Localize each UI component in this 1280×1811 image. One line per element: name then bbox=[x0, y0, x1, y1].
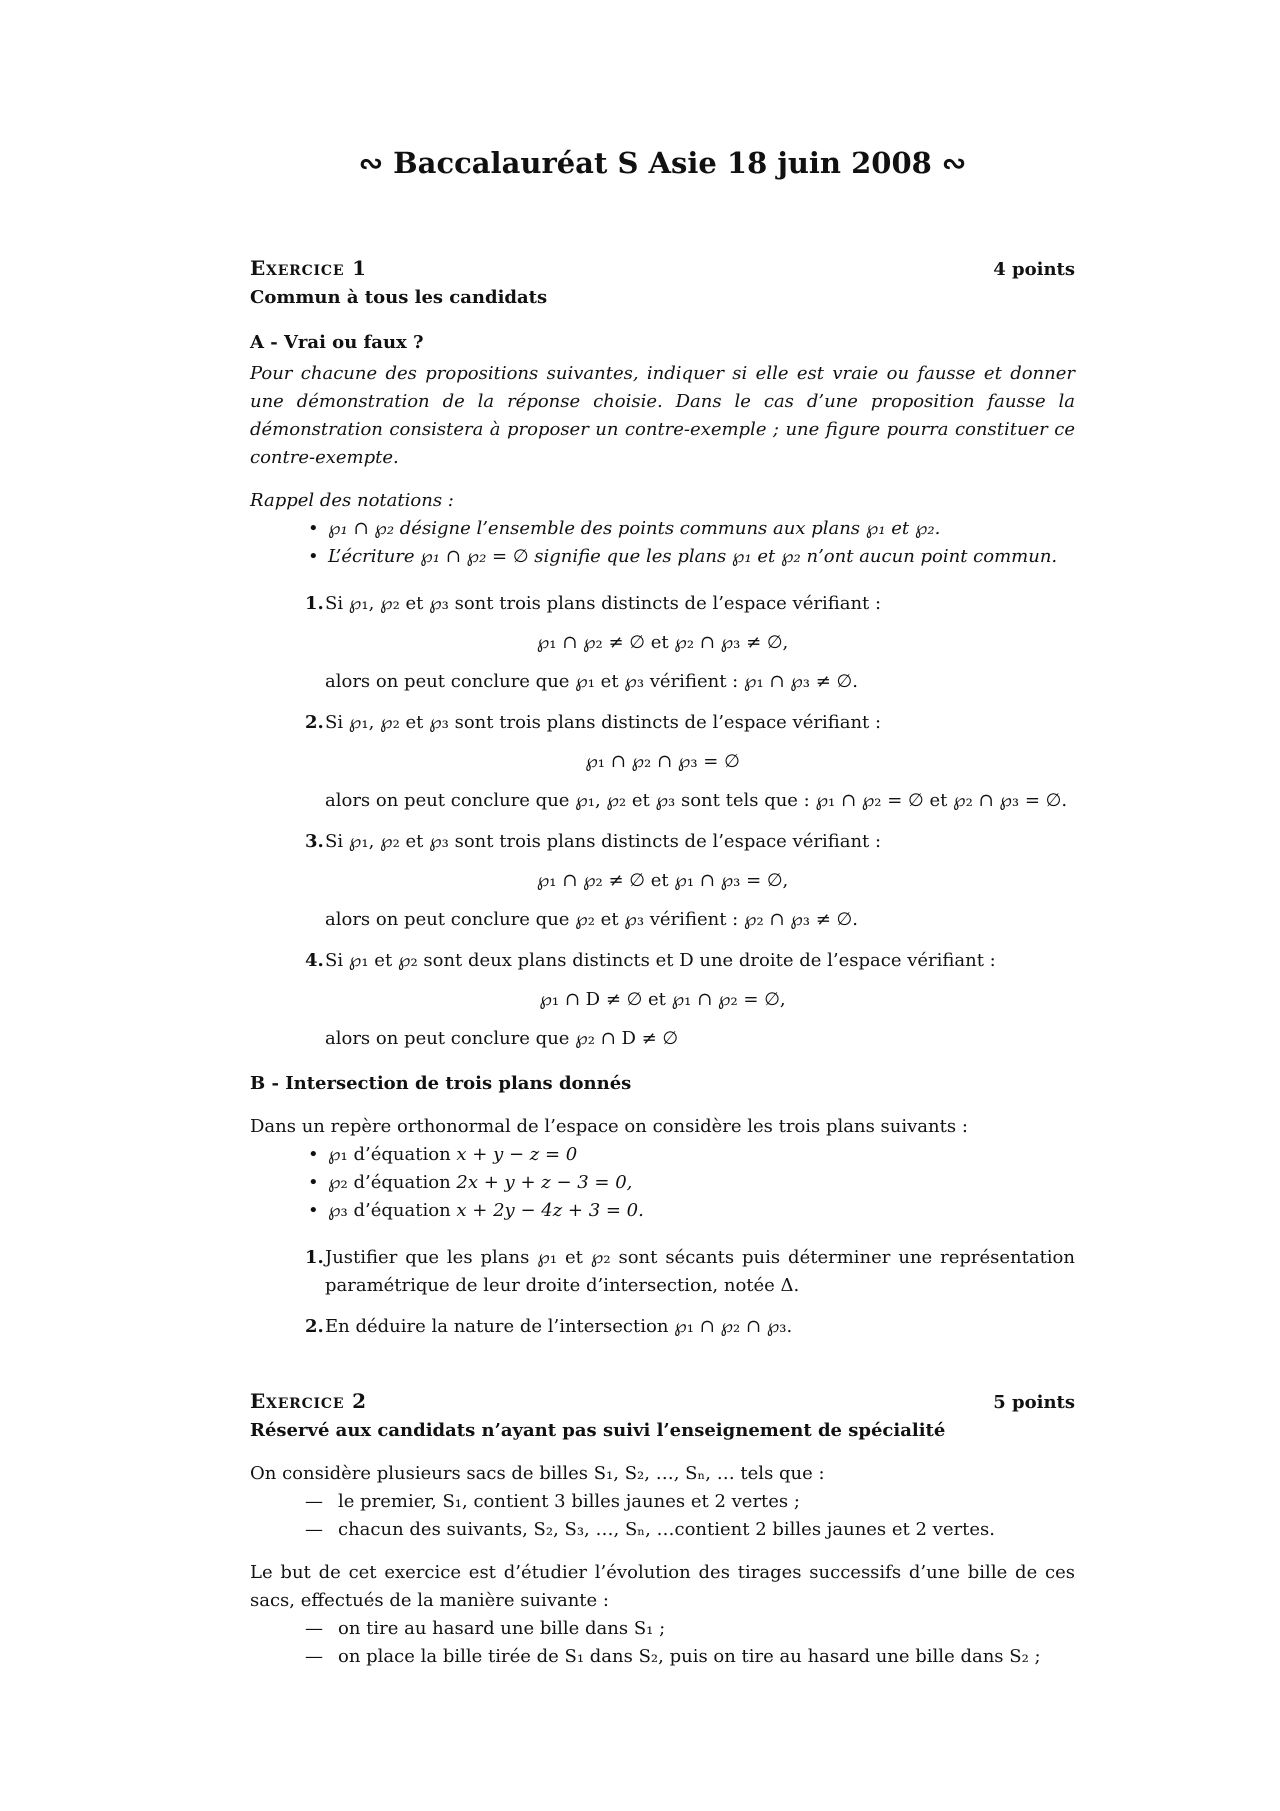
rappel-bullet-2-text: L’écriture ℘₁ ∩ ℘₂ = ∅ signifie que les plans ℘₁ et ℘₂ n’ont aucun point commun. bbox=[328, 546, 1058, 567]
rappel-bullet-1 bbox=[250, 515, 1075, 543]
question-3 bbox=[250, 828, 1075, 934]
question-4-formula: ℘₁ ∩ D ≠ ∅ et ℘₁ ∩ ℘₂ = ∅, bbox=[539, 989, 786, 1010]
rappel-heading: Rappel des notations : bbox=[250, 490, 454, 511]
step-item-1-text: on tire au hasard une bille dans S₁ ; bbox=[338, 1618, 666, 1639]
plane-1-label: d’équation bbox=[353, 1144, 451, 1165]
section-b-heading: B - Intersection de trois plans donnés bbox=[250, 1073, 632, 1094]
question-2-intro: Si ℘₁, ℘₂ et ℘₃ sont trois plans distincts de l’espace vérifiant : bbox=[325, 712, 882, 733]
step-item-2-text: on place la bille tirée de S₁ dans S₂, puis on tire au hasard une bille dans S₂ ; bbox=[338, 1646, 1041, 1667]
section-b-question-1 bbox=[250, 1244, 1075, 1300]
exercise2-points: 5 points bbox=[993, 1392, 1075, 1413]
plane-3-symbol: ℘₃ bbox=[328, 1200, 348, 1221]
section-b-question-1-number: 1. bbox=[305, 1247, 324, 1268]
plane-2-symbol: ℘₂ bbox=[328, 1172, 348, 1193]
question-4 bbox=[250, 947, 1075, 1053]
page-title: ∾ Baccalauréat S Asie 18 juin 2008 ∾ bbox=[358, 146, 967, 180]
bag-item-2-text: chacun des suivants, S₂, S₃, …, Sₙ, …contient 2 billes jaunes et 2 vertes. bbox=[338, 1519, 995, 1540]
section-a-intro: Pour chacune des propositions suivantes, indiquer si elle est vraie ou fausse et donner une démonstration de la réponse choisie. Dans le cas d’une proposition fausse la démonstration consistera à proposer un contre-exemple ; une figure pourra constituer ce contre-exempte. bbox=[250, 363, 1075, 468]
exercise2-goal: Le but de cet exercice est d’étudier l’évolution des tirages successifs d’une bille de ces sacs, effectués de la manière suivante : bbox=[250, 1562, 1075, 1611]
section-b-question-2 bbox=[250, 1313, 1075, 1341]
dash-icon: — bbox=[305, 1491, 323, 1512]
question-2-conclusion: alors on peut conclure que ℘₁, ℘₂ et ℘₃ sont tels que : ℘₁ ∩ ℘₂ = ∅ et ℘₂ ∩ ℘₃ = ∅. bbox=[325, 790, 1068, 811]
question-1-number: 1. bbox=[305, 593, 324, 614]
plane-item-3 bbox=[250, 1197, 1075, 1225]
question-2-number: 2. bbox=[305, 712, 324, 733]
question-3-intro: Si ℘₁, ℘₂ et ℘₃ sont trois plans distincts de l’espace vérifiant : bbox=[325, 831, 882, 852]
question-1-conclusion: alors on peut conclure que ℘₁ et ℘₃ vérifient : ℘₁ ∩ ℘₃ ≠ ∅. bbox=[325, 671, 858, 692]
plane-item-3-text bbox=[328, 1197, 644, 1225]
question-3-formula: ℘₁ ∩ ℘₂ ≠ ∅ et ℘₁ ∩ ℘₃ = ∅, bbox=[536, 870, 789, 891]
question-4-intro: Si ℘₁ et ℘₂ sont deux plans distincts et D une droite de l’espace vérifiant : bbox=[325, 950, 996, 971]
dash-icon: — bbox=[305, 1618, 323, 1639]
plane-1-equation: x + y − z = 0 bbox=[456, 1144, 578, 1165]
step-item-1 bbox=[250, 1615, 1075, 1643]
question-1-formula: ℘₁ ∩ ℘₂ ≠ ∅ et ℘₂ ∩ ℘₃ ≠ ∅, bbox=[536, 632, 789, 653]
section-b-question-1-text: Justifier que les plans ℘₁ et ℘₂ sont sécants puis déterminer une représentation paramétrique de leur droite d’intersection, notée Δ. bbox=[325, 1247, 1075, 1296]
exercise2-label: Exercice 2 bbox=[250, 1389, 367, 1413]
exercise2-subtitle: Réservé aux candidats n’ayant pas suivi l’enseignement de spécialité bbox=[250, 1420, 946, 1441]
question-4-conclusion: alors on peut conclure que ℘₂ ∩ D ≠ ∅ bbox=[325, 1028, 679, 1049]
question-1-intro: Si ℘₁, ℘₂ et ℘₃ sont trois plans distincts de l’espace vérifiant : bbox=[325, 593, 882, 614]
plane-2-label: d’équation bbox=[353, 1172, 451, 1193]
dash-icon: — bbox=[305, 1646, 323, 1667]
question-4-number: 4. bbox=[305, 950, 324, 971]
plane-1-symbol: ℘₁ bbox=[328, 1144, 348, 1165]
exercise2-header bbox=[250, 1387, 1075, 1417]
bullet-icon: • bbox=[308, 518, 319, 539]
bag-item-1 bbox=[250, 1488, 1075, 1516]
bullet-icon: • bbox=[308, 1144, 319, 1165]
question-2-formula: ℘₁ ∩ ℘₂ ∩ ℘₃ = ∅ bbox=[585, 751, 740, 772]
question-2 bbox=[250, 709, 1075, 815]
plane-item-1 bbox=[250, 1141, 1075, 1169]
dash-icon: — bbox=[305, 1519, 323, 1540]
section-b-intro: Dans un repère orthonormal de l’espace on considère les trois plans suivants : bbox=[250, 1116, 968, 1137]
plane-item-2-text bbox=[328, 1169, 632, 1197]
plane-item-1-text bbox=[328, 1141, 577, 1169]
plane-2-equation: 2x + y + z − 3 = 0, bbox=[456, 1172, 633, 1193]
bullet-icon: • bbox=[308, 546, 319, 567]
question-3-conclusion: alors on peut conclure que ℘₂ et ℘₃ vérifient : ℘₂ ∩ ℘₃ ≠ ∅. bbox=[325, 909, 858, 930]
plane-3-label: d’équation bbox=[353, 1200, 451, 1221]
bag-item-1-text: le premier, S₁, contient 3 billes jaunes et 2 vertes ; bbox=[338, 1491, 800, 1512]
step-item-2 bbox=[250, 1643, 1075, 1671]
exercise1-subtitle: Commun à tous les candidats bbox=[250, 287, 548, 308]
exercise1-label: Exercice 1 bbox=[250, 256, 367, 280]
rappel-bullet-2 bbox=[250, 543, 1075, 571]
section-b-question-2-number: 2. bbox=[305, 1316, 324, 1337]
bag-item-2 bbox=[250, 1516, 1075, 1544]
exercise1-points: 4 points bbox=[993, 259, 1075, 280]
bullet-icon: • bbox=[308, 1200, 319, 1221]
bullet-icon: • bbox=[308, 1172, 319, 1193]
exercise2-intro: On considère plusieurs sacs de billes S₁, S₂, …, Sₙ, … tels que : bbox=[250, 1463, 825, 1484]
plane-3-equation: x + 2y − 4z + 3 = 0. bbox=[456, 1200, 644, 1221]
question-3-number: 3. bbox=[305, 831, 324, 852]
plane-item-2 bbox=[250, 1169, 1075, 1197]
section-a-heading: A - Vrai ou faux ? bbox=[250, 332, 424, 353]
question-1 bbox=[250, 590, 1075, 696]
section-b-question-2-text: En déduire la nature de l’intersection ℘₁ ∩ ℘₂ ∩ ℘₃. bbox=[325, 1316, 793, 1337]
exercise1-header bbox=[250, 254, 1075, 284]
rappel-bullet-1-text: ℘₁ ∩ ℘₂ désigne l’ensemble des points communs aux plans ℘₁ et ℘₂. bbox=[328, 518, 941, 539]
